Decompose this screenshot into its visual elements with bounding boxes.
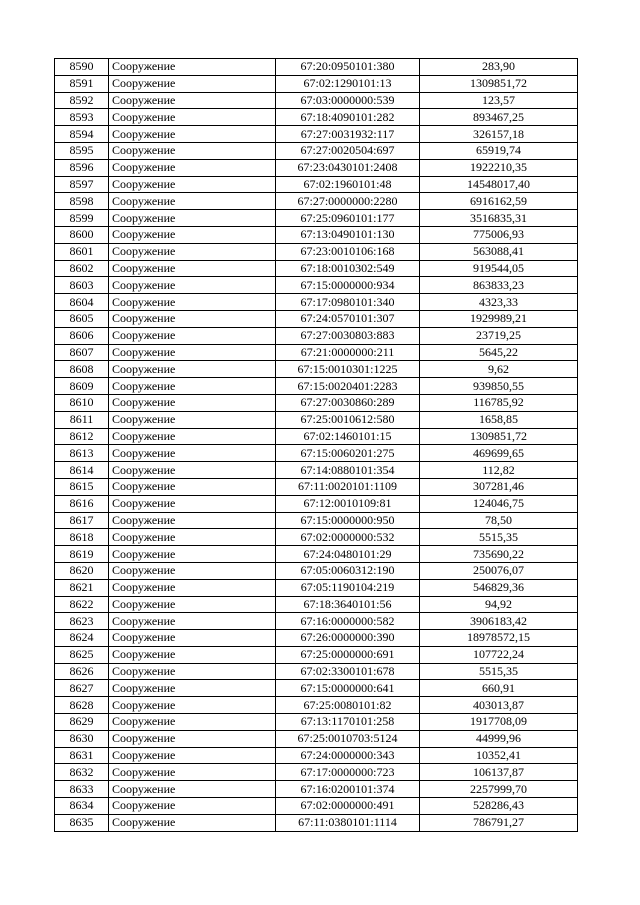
cadastral-number-cell: 67:25:0080101:82: [276, 697, 420, 714]
cadastral-number-cell: 67:18:3640101:56: [276, 596, 420, 613]
row-number-cell: 8613: [55, 445, 109, 462]
value-cell: 546829,36: [420, 579, 578, 596]
value-cell: 1922210,35: [420, 159, 578, 176]
row-number-cell: 8600: [55, 226, 109, 243]
object-type-cell: Сооружение: [109, 495, 276, 512]
object-type-cell: Сооружение: [109, 798, 276, 815]
table-row: [55, 176, 578, 193]
object-type-cell: Сооружение: [109, 814, 276, 831]
value-cell: 44999,96: [420, 730, 578, 747]
table-row: [55, 630, 578, 647]
row-number-cell: 8629: [55, 714, 109, 731]
registry-table: [54, 58, 578, 832]
object-type-cell: Сооружение: [109, 630, 276, 647]
cadastral-number-cell: 67:15:0060201:275: [276, 445, 420, 462]
row-number-cell: 8612: [55, 428, 109, 445]
cadastral-number-cell: 67:14:0880101:354: [276, 462, 420, 479]
cadastral-number-cell: 67:02:1460101:15: [276, 428, 420, 445]
value-cell: 124046,75: [420, 495, 578, 512]
table-row: [55, 378, 578, 395]
value-cell: 660,91: [420, 680, 578, 697]
row-number-cell: 8599: [55, 210, 109, 227]
row-number-cell: 8606: [55, 327, 109, 344]
object-type-cell: Сооружение: [109, 193, 276, 210]
row-number-cell: 8624: [55, 630, 109, 647]
value-cell: 5515,35: [420, 663, 578, 680]
cadastral-number-cell: 67:02:0000000:532: [276, 529, 420, 546]
object-type-cell: Сооружение: [109, 428, 276, 445]
table-row: [55, 428, 578, 445]
row-number-cell: 8603: [55, 277, 109, 294]
table-row: [55, 411, 578, 428]
cadastral-number-cell: 67:11:0020101:1109: [276, 478, 420, 495]
object-type-cell: Сооружение: [109, 529, 276, 546]
object-type-cell: Сооружение: [109, 226, 276, 243]
object-type-cell: Сооружение: [109, 327, 276, 344]
cadastral-number-cell: 67:02:0000000:491: [276, 798, 420, 815]
value-cell: 250076,07: [420, 562, 578, 579]
cadastral-number-cell: 67:17:0000000:723: [276, 764, 420, 781]
cadastral-number-cell: 67:12:0010109:81: [276, 495, 420, 512]
row-number-cell: 8602: [55, 260, 109, 277]
table-row: [55, 478, 578, 495]
value-cell: 3906183,42: [420, 613, 578, 630]
object-type-cell: Сооружение: [109, 294, 276, 311]
value-cell: 893467,25: [420, 109, 578, 126]
table-row: [55, 613, 578, 630]
row-number-cell: 8632: [55, 764, 109, 781]
object-type-cell: Сооружение: [109, 730, 276, 747]
table-row: [55, 394, 578, 411]
cadastral-number-cell: 67:27:0031932:117: [276, 126, 420, 143]
value-cell: 1929989,21: [420, 310, 578, 327]
table-row: [55, 126, 578, 143]
object-type-cell: Сооружение: [109, 697, 276, 714]
table-row: [55, 344, 578, 361]
row-number-cell: 8626: [55, 663, 109, 680]
value-cell: 939850,55: [420, 378, 578, 395]
row-number-cell: 8608: [55, 361, 109, 378]
row-number-cell: 8616: [55, 495, 109, 512]
row-number-cell: 8596: [55, 159, 109, 176]
cadastral-number-cell: 67:15:0000000:934: [276, 277, 420, 294]
object-type-cell: Сооружение: [109, 411, 276, 428]
registry-table-body: [55, 59, 578, 832]
row-number-cell: 8618: [55, 529, 109, 546]
value-cell: 65919,74: [420, 142, 578, 159]
cadastral-number-cell: 67:02:1290101:13: [276, 75, 420, 92]
row-number-cell: 8593: [55, 109, 109, 126]
row-number-cell: 8620: [55, 562, 109, 579]
table-row: [55, 210, 578, 227]
table-row: [55, 226, 578, 243]
table-row: [55, 142, 578, 159]
object-type-cell: Сооружение: [109, 478, 276, 495]
object-type-cell: Сооружение: [109, 243, 276, 260]
table-row: [55, 764, 578, 781]
value-cell: 786791,27: [420, 814, 578, 831]
value-cell: 14548017,40: [420, 176, 578, 193]
row-number-cell: 8590: [55, 59, 109, 76]
object-type-cell: Сооружение: [109, 75, 276, 92]
object-type-cell: Сооружение: [109, 59, 276, 76]
table-row: [55, 781, 578, 798]
table-row: [55, 714, 578, 731]
table-row: [55, 445, 578, 462]
table-row: [55, 243, 578, 260]
cadastral-number-cell: 67:26:0000000:390: [276, 630, 420, 647]
value-cell: 94,92: [420, 596, 578, 613]
row-number-cell: 8597: [55, 176, 109, 193]
table-row: [55, 680, 578, 697]
table-row: [55, 646, 578, 663]
value-cell: 469699,65: [420, 445, 578, 462]
cadastral-number-cell: 67:24:0570101:307: [276, 310, 420, 327]
value-cell: 23719,25: [420, 327, 578, 344]
row-number-cell: 8623: [55, 613, 109, 630]
table-row: [55, 697, 578, 714]
table-row: [55, 798, 578, 815]
table-row: [55, 92, 578, 109]
table-row: [55, 730, 578, 747]
table-row: [55, 260, 578, 277]
cadastral-number-cell: 67:16:0000000:582: [276, 613, 420, 630]
object-type-cell: Сооружение: [109, 445, 276, 462]
object-type-cell: Сооружение: [109, 764, 276, 781]
row-number-cell: 8610: [55, 394, 109, 411]
object-type-cell: Сооружение: [109, 646, 276, 663]
object-type-cell: Сооружение: [109, 512, 276, 529]
table-row: [55, 193, 578, 210]
cadastral-number-cell: 67:17:0980101:340: [276, 294, 420, 311]
object-type-cell: Сооружение: [109, 210, 276, 227]
cadastral-number-cell: 67:21:0000000:211: [276, 344, 420, 361]
object-type-cell: Сооружение: [109, 747, 276, 764]
value-cell: 9,62: [420, 361, 578, 378]
value-cell: 775006,93: [420, 226, 578, 243]
value-cell: 107722,24: [420, 646, 578, 663]
cadastral-number-cell: 67:15:0000000:950: [276, 512, 420, 529]
table-row: [55, 579, 578, 596]
value-cell: 10352,41: [420, 747, 578, 764]
object-type-cell: Сооружение: [109, 579, 276, 596]
cadastral-number-cell: 67:23:0010106:168: [276, 243, 420, 260]
object-type-cell: Сооружение: [109, 159, 276, 176]
table-row: [55, 546, 578, 563]
table-row: [55, 747, 578, 764]
value-cell: 18978572,15: [420, 630, 578, 647]
table-row: [55, 663, 578, 680]
cadastral-number-cell: 67:24:0480101:29: [276, 546, 420, 563]
row-number-cell: 8604: [55, 294, 109, 311]
table-row: [55, 277, 578, 294]
value-cell: 5645,22: [420, 344, 578, 361]
cadastral-number-cell: 67:03:0000000:539: [276, 92, 420, 109]
object-type-cell: Сооружение: [109, 344, 276, 361]
value-cell: 326157,18: [420, 126, 578, 143]
value-cell: 403013,87: [420, 697, 578, 714]
cadastral-number-cell: 67:18:4090101:282: [276, 109, 420, 126]
table-row: [55, 596, 578, 613]
value-cell: 863833,23: [420, 277, 578, 294]
row-number-cell: 8614: [55, 462, 109, 479]
value-cell: 116785,92: [420, 394, 578, 411]
cadastral-number-cell: 67:24:0000000:343: [276, 747, 420, 764]
cadastral-number-cell: 67:05:0060312:190: [276, 562, 420, 579]
object-type-cell: Сооружение: [109, 361, 276, 378]
cadastral-number-cell: 67:15:0010301:1225: [276, 361, 420, 378]
cadastral-number-cell: 67:13:0490101:130: [276, 226, 420, 243]
row-number-cell: 8607: [55, 344, 109, 361]
object-type-cell: Сооружение: [109, 109, 276, 126]
row-number-cell: 8633: [55, 781, 109, 798]
row-number-cell: 8619: [55, 546, 109, 563]
row-number-cell: 8625: [55, 646, 109, 663]
object-type-cell: Сооружение: [109, 781, 276, 798]
row-number-cell: 8628: [55, 697, 109, 714]
row-number-cell: 8591: [55, 75, 109, 92]
value-cell: 735690,22: [420, 546, 578, 563]
value-cell: 1309851,72: [420, 428, 578, 445]
cadastral-number-cell: 67:27:0030803:883: [276, 327, 420, 344]
cadastral-number-cell: 67:25:0010612:580: [276, 411, 420, 428]
row-number-cell: 8627: [55, 680, 109, 697]
value-cell: 5515,35: [420, 529, 578, 546]
value-cell: 919544,05: [420, 260, 578, 277]
table-row: [55, 495, 578, 512]
cadastral-number-cell: 67:18:0010302:549: [276, 260, 420, 277]
row-number-cell: 8630: [55, 730, 109, 747]
value-cell: 6916162,59: [420, 193, 578, 210]
cadastral-number-cell: 67:16:0200101:374: [276, 781, 420, 798]
cadastral-number-cell: 67:27:0030860:289: [276, 394, 420, 411]
object-type-cell: Сооружение: [109, 680, 276, 697]
table-row: [55, 109, 578, 126]
row-number-cell: 8615: [55, 478, 109, 495]
cadastral-number-cell: 67:15:0020401:2283: [276, 378, 420, 395]
value-cell: 528286,43: [420, 798, 578, 815]
object-type-cell: Сооружение: [109, 596, 276, 613]
table-row: [55, 462, 578, 479]
table-row: [55, 294, 578, 311]
object-type-cell: Сооружение: [109, 142, 276, 159]
table-row: [55, 310, 578, 327]
object-type-cell: Сооружение: [109, 378, 276, 395]
value-cell: 4323,33: [420, 294, 578, 311]
object-type-cell: Сооружение: [109, 277, 276, 294]
row-number-cell: 8622: [55, 596, 109, 613]
cadastral-number-cell: 67:02:3300101:678: [276, 663, 420, 680]
cadastral-number-cell: 67:11:0380101:1114: [276, 814, 420, 831]
object-type-cell: Сооружение: [109, 562, 276, 579]
object-type-cell: Сооружение: [109, 176, 276, 193]
row-number-cell: 8594: [55, 126, 109, 143]
row-number-cell: 8605: [55, 310, 109, 327]
row-number-cell: 8609: [55, 378, 109, 395]
object-type-cell: Сооружение: [109, 663, 276, 680]
table-row: [55, 529, 578, 546]
table-row: [55, 814, 578, 831]
cadastral-number-cell: 67:27:0000000:2280: [276, 193, 420, 210]
cadastral-number-cell: 67:05:1190104:219: [276, 579, 420, 596]
table-row: [55, 59, 578, 76]
value-cell: 1309851,72: [420, 75, 578, 92]
table-row: [55, 159, 578, 176]
cadastral-number-cell: 67:13:1170101:258: [276, 714, 420, 731]
cadastral-number-cell: 67:25:0000000:691: [276, 646, 420, 663]
object-type-cell: Сооружение: [109, 310, 276, 327]
value-cell: 307281,46: [420, 478, 578, 495]
value-cell: 78,50: [420, 512, 578, 529]
object-type-cell: Сооружение: [109, 462, 276, 479]
cadastral-number-cell: 67:15:0000000:641: [276, 680, 420, 697]
object-type-cell: Сооружение: [109, 126, 276, 143]
row-number-cell: 8601: [55, 243, 109, 260]
row-number-cell: 8631: [55, 747, 109, 764]
row-number-cell: 8635: [55, 814, 109, 831]
value-cell: 112,82: [420, 462, 578, 479]
table-row: [55, 75, 578, 92]
cadastral-number-cell: 67:23:0430101:2408: [276, 159, 420, 176]
row-number-cell: 8598: [55, 193, 109, 210]
cadastral-number-cell: 67:20:0950101:380: [276, 59, 420, 76]
value-cell: 1658,85: [420, 411, 578, 428]
object-type-cell: Сооружение: [109, 260, 276, 277]
object-type-cell: Сооружение: [109, 546, 276, 563]
value-cell: 3516835,31: [420, 210, 578, 227]
row-number-cell: 8592: [55, 92, 109, 109]
row-number-cell: 8634: [55, 798, 109, 815]
object-type-cell: Сооружение: [109, 714, 276, 731]
table-row: [55, 361, 578, 378]
cadastral-number-cell: 67:25:0010703:5124: [276, 730, 420, 747]
value-cell: 106137,87: [420, 764, 578, 781]
value-cell: 1917708,09: [420, 714, 578, 731]
cadastral-number-cell: 67:27:0020504:697: [276, 142, 420, 159]
value-cell: 2257999,70: [420, 781, 578, 798]
cadastral-number-cell: 67:02:1960101:48: [276, 176, 420, 193]
object-type-cell: Сооружение: [109, 92, 276, 109]
value-cell: 563088,41: [420, 243, 578, 260]
table-row: [55, 327, 578, 344]
row-number-cell: 8611: [55, 411, 109, 428]
table-row: [55, 562, 578, 579]
cadastral-number-cell: 67:25:0960101:177: [276, 210, 420, 227]
row-number-cell: 8621: [55, 579, 109, 596]
object-type-cell: Сооружение: [109, 394, 276, 411]
table-row: [55, 512, 578, 529]
value-cell: 283,90: [420, 59, 578, 76]
value-cell: 123,57: [420, 92, 578, 109]
object-type-cell: Сооружение: [109, 613, 276, 630]
row-number-cell: 8617: [55, 512, 109, 529]
row-number-cell: 8595: [55, 142, 109, 159]
